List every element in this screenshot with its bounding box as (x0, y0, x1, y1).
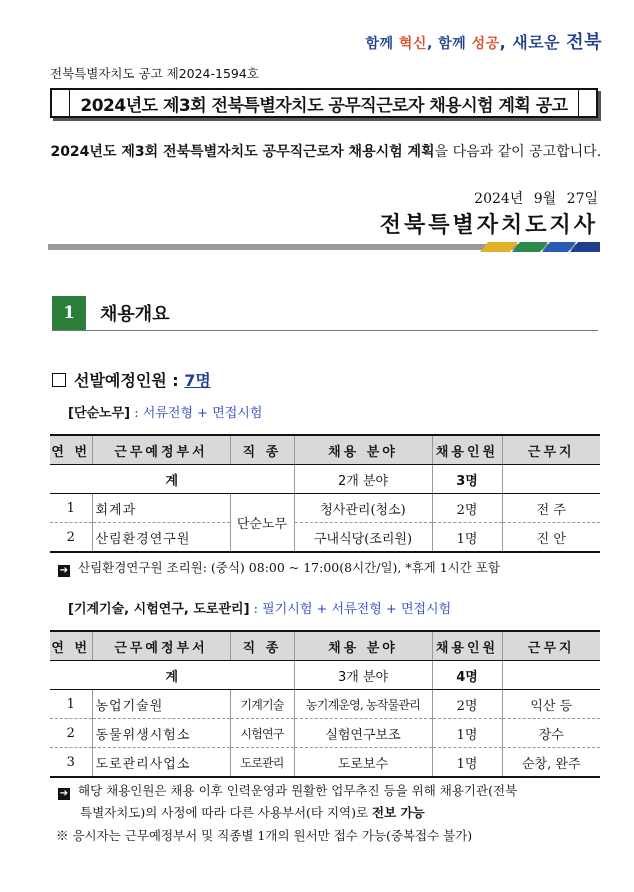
group2-name: [기계기술, 시험연구, 도로관리] (68, 602, 250, 617)
total-field: 2개 분야 (294, 465, 432, 494)
slogan-part: 함께 (365, 36, 399, 52)
header-dept: 근무예정부서 (92, 631, 230, 661)
row-count: 1명 (432, 523, 502, 553)
slogan-part: , 새로운 (499, 33, 567, 52)
table-header-row (50, 435, 600, 465)
quota-value: 7명 (184, 371, 211, 390)
notice-title-box (50, 88, 598, 118)
row-dept: 도로관리사업소 (92, 748, 230, 778)
row-field: 구내식당(조리원) (294, 523, 432, 553)
header-count: 채용인원 (432, 435, 502, 465)
header-place: 근무지 (502, 631, 600, 661)
slogan-part: 전북 (566, 32, 602, 53)
quota-line (52, 368, 211, 391)
total-place (502, 465, 600, 494)
row-place: 순창, 완주 (502, 748, 600, 778)
table-total-row (50, 465, 600, 494)
notice-date: 2024년 9월 27일 (474, 191, 598, 207)
intro-bold: 2024년도 제3회 전북특별자치도 공무직근로자 채용시험 계획 (50, 144, 435, 160)
application-note: ※ 응시자는 근무예정부서 및 직종별 1개의 원서만 접수 가능(중복접수 불가) (56, 828, 473, 843)
section-title: 채용개요 (100, 304, 170, 325)
row-dept: 산림환경연구원 (92, 523, 230, 553)
group2-table (50, 630, 600, 778)
row-place: 장수 (502, 719, 600, 748)
table-total-row (50, 661, 600, 690)
table-row (50, 494, 600, 523)
notice-number: 전북특별자치도 공고 제2024-1594호 (50, 66, 259, 81)
intro-rest: 을 다음과 같이 공고합니다. (434, 144, 602, 160)
total-place (502, 661, 600, 690)
header-job: 직 종 (230, 631, 294, 661)
group2-heading (68, 598, 451, 617)
row-count: 1명 (432, 748, 502, 778)
issuer: 전북특별자치도지사 (379, 213, 598, 238)
header-no: 연 번 (50, 631, 92, 661)
arrow-right-icon: ➔ (59, 788, 69, 799)
row-no: 2 (50, 523, 92, 553)
group1-note (58, 558, 500, 577)
intro-paragraph (46, 140, 602, 164)
row-count: 1명 (432, 719, 502, 748)
section-number: 1 (52, 296, 86, 330)
table-row (50, 690, 600, 719)
row-place: 진 안 (502, 523, 600, 553)
row-field: 도로보수 (294, 748, 432, 778)
slogan-part: 성공 (471, 36, 500, 52)
total-label: 계 (50, 661, 294, 690)
group2-method: : 필기시험 + 서류전형 + 면접시험 (249, 602, 452, 617)
row-dept: 농업기술원 (92, 690, 230, 719)
row-place: 익산 등 (502, 690, 600, 719)
row-dept: 동물위생시험소 (92, 719, 230, 748)
slogan (365, 28, 602, 54)
checkbox-square-icon (52, 373, 66, 387)
row-no: 1 (50, 690, 92, 719)
row-job: 시험연구 (230, 719, 294, 748)
row-job: 도로관리 (230, 748, 294, 778)
header-field: 채용 분야 (294, 435, 432, 465)
arrow-right-icon: ➔ (59, 565, 69, 576)
row-no: 3 (50, 748, 92, 778)
table-row (50, 523, 600, 553)
section-header (52, 296, 598, 331)
quota-label: 선발예정인원 : (74, 371, 185, 390)
group2-note-line1: 해당 채용인원은 채용 이후 인력운영과 원활한 업무추진 등을 위해 채용기관(전북 (78, 783, 518, 798)
group2-note-line2: 특별자치도)의 사정에 따라 다른 사용부서(타 지역)로 (80, 805, 373, 820)
total-field: 3개 분야 (294, 661, 432, 690)
row-count: 2명 (432, 494, 502, 523)
table-header-row (50, 631, 600, 661)
table-row (50, 719, 600, 748)
total-count: 3명 (432, 465, 502, 494)
header-dept: 근무예정부서 (92, 435, 230, 465)
group1-note-text: 산림환경연구원 조리원: (중식) 08:00 ~ 17:00(8시간/일), *휴게 1시간 포함 (78, 560, 500, 575)
row-no: 1 (50, 494, 92, 523)
group1-name: [단순노무] (68, 406, 131, 421)
header-job: 직 종 (230, 435, 294, 465)
table-row (50, 748, 600, 778)
group1-table (50, 434, 600, 553)
header-field: 채용 분야 (294, 631, 432, 661)
group1-heading (68, 402, 262, 421)
row-count: 2명 (432, 690, 502, 719)
header-place: 근무지 (502, 435, 600, 465)
row-field: 청사관리(청소) (294, 494, 432, 523)
row-field: 실험연구보조 (294, 719, 432, 748)
row-field: 농기계운영, 농작물관리 (294, 690, 432, 719)
group2-note-bold: 전보 가능 (372, 805, 425, 820)
header-divider-graphic (48, 242, 600, 252)
slogan-part: , 함께 (426, 36, 472, 52)
total-label: 계 (50, 465, 294, 494)
notice-title: 2024년도 제3회 전북특별자치도 공무직근로자 채용시험 계획 공고 (69, 89, 578, 118)
total-count: 4명 (432, 661, 502, 690)
row-no: 2 (50, 719, 92, 748)
row-place: 전 주 (502, 494, 600, 523)
group1-method: : 서류전형 + 면접시험 (130, 406, 263, 421)
row-job: 기계기술 (230, 690, 294, 719)
group2-note (58, 780, 604, 824)
slogan-part: 혁신 (398, 36, 427, 52)
row-dept: 회계과 (92, 494, 230, 523)
header-count: 채용인원 (432, 631, 502, 661)
header-no: 연 번 (50, 435, 92, 465)
row-job: 단순노무 (230, 494, 294, 553)
